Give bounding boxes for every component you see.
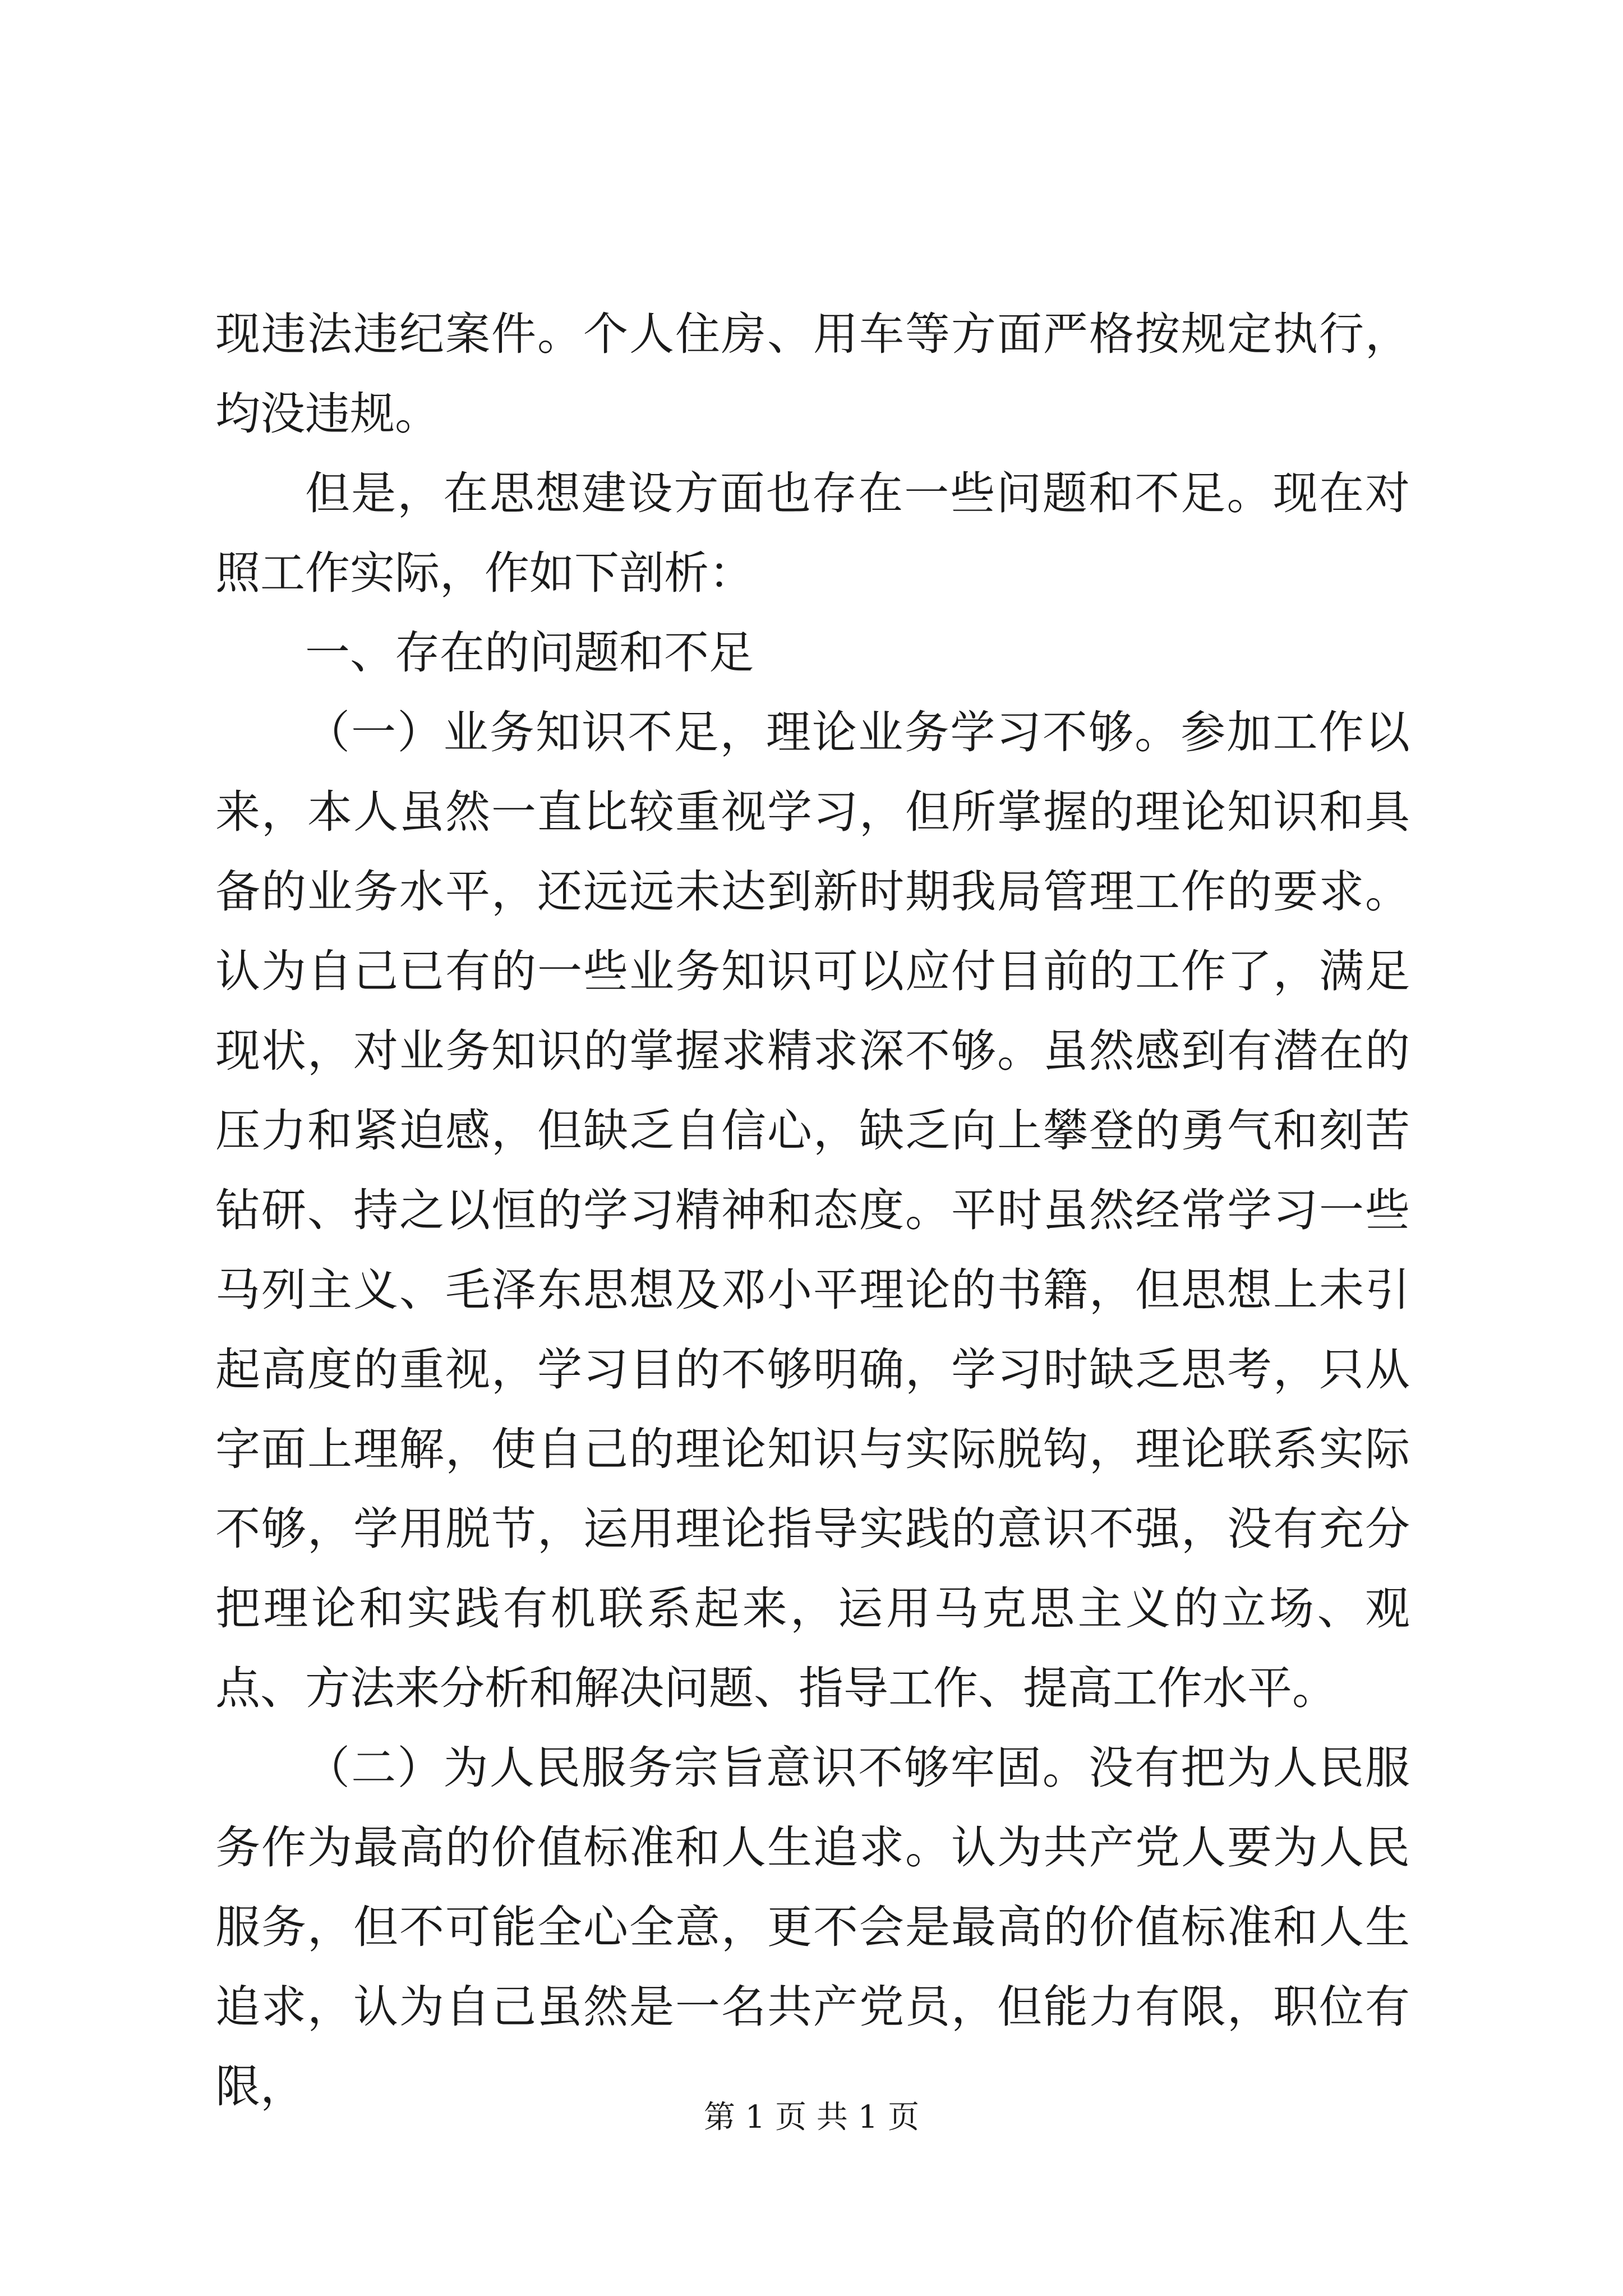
paragraph-2: 但是，在思想建设方面也存在一些问题和不足。现在对照工作实际，作如下剖析：: [215, 467, 1410, 599]
document-body: [215, 295, 1410, 2127]
page-footer: 第 1 页 共 1 页: [703, 2099, 920, 2136]
paragraph-1: 现违法违纪案件。个人住房、用车等方面严格按规定执行，均没违规。: [215, 308, 1410, 440]
paragraph-4: （二）为人民服务宗旨意识不够牢固。没有把为人民服务作为最高的价值标准和人生追求。认为共产党人要为人民服务，但不可能全心全意，更不会是最高的价值标准和人生追求，认为自己虽然是一名共产党员，但能力有限，职位有限，: [215, 1742, 1410, 2113]
paragraph-3: （一）业务知识不足，理论业务学习不够。参加工作以来，本人虽然一直比较重视学习，但所掌握的理论知识和具备的业务水平，还远远未达到新时期我局管理工作的要求。认为自己已有的一些业务知识可以应付目前的工作了，满足现状，对业务知识的掌握求精求深不够。虽然感到有潜在的压力和紧迫感，但缺乏自信心，缺乏向上攀登的勇气和刻苦钻研、持之以恒的学习精神和态度。平时虽然经常学习一些马列主义、毛泽东思想及邓小平理论的书籍，但思想上未引起高度的重视，学习目的不够明确，学习时缺乏思考，只从字面上理解，使自己的理论知识与实际脱钩，理论联系实际不够，学用脱节，运用理论指导实践的意识不强，没有充分把理论和实践有机联系起来，运用马克思主义的立场、观点、方法来分析和解决问题、指导工作、提高工作水平。: [215, 706, 1410, 1714]
section-heading: 一、存在的问题和不足: [305, 627, 754, 679]
